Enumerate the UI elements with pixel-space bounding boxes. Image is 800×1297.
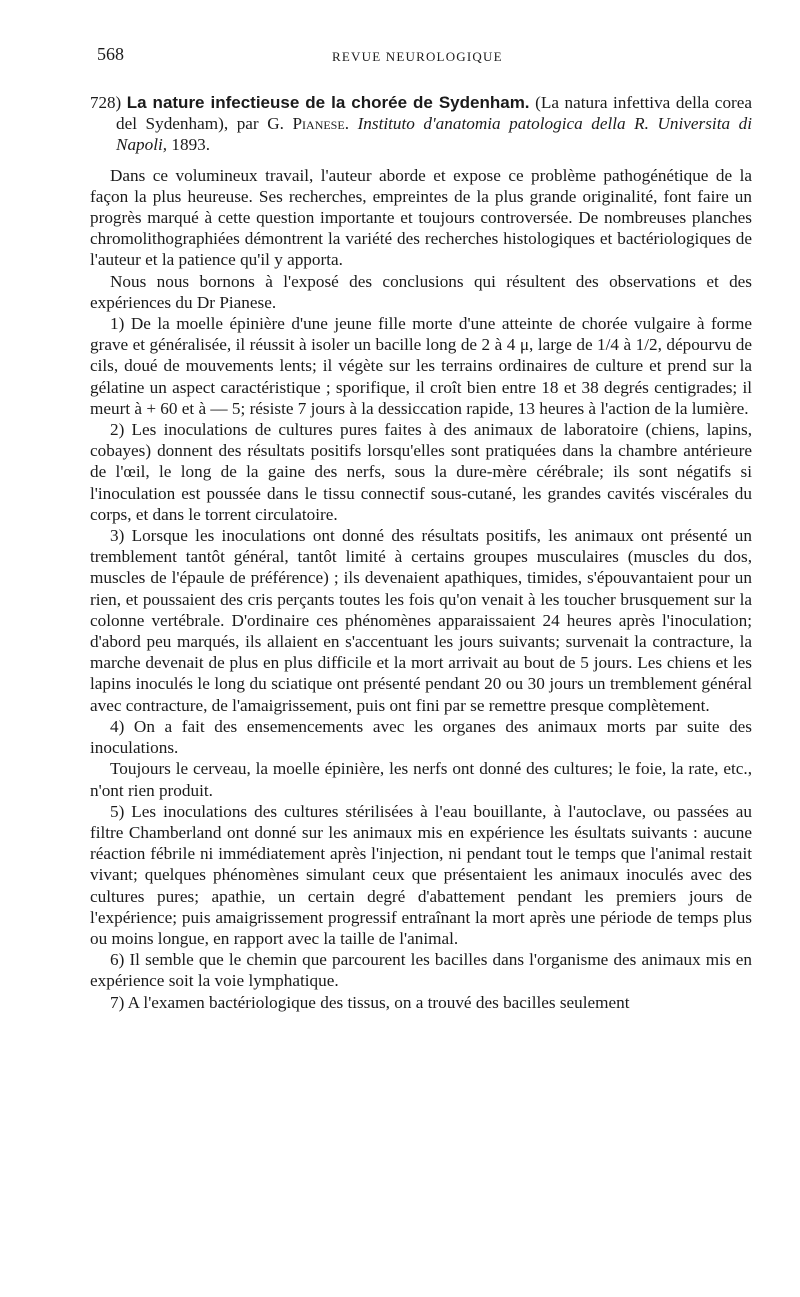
article-body (90, 92, 752, 1013)
running-head: REVUE NEUROLOGIQUE (332, 49, 503, 64)
paragraph-point-3: 3) Lorsque les inoculations ont donné des résultats positifs, les animaux ont présenté un tremblement tantôt général, tantôt limité à certains groupes musculaires (muscles du dos, muscles de l'épaule de préférence) ; ils devenaient apathiques, timides, s'épouvantaient pour un rien, et poussaient des cris perçants toutes les fois qu'on venait à les toucher brusquement sur la colonne vertébrale. D'ordinaire ces phénomènes apparaissaient 24 heures après l'inoculation; d'abord peu marqués, ils allaient en s'accentuant les jours suivants; survenait la contracture, la marche devenait de plus en plus difficile et la mort arrivait au bout de 5 jours. Les chiens et les lapins inoculés le long du sciatique ont présenté pendant 20 ou 30 jours un tremblement général avec contracture, de l'amaigrissement, puis ont fini par se remettre presque complètement. (90, 526, 752, 715)
entry-title: La nature infectieuse de la chorée de Sydenham. (126, 93, 530, 112)
entry-original-title: (La natura infettiva della corea del Sydenham), par (116, 93, 753, 134)
paragraph-point-7: 7) A l'examen bactériologique des tissus, on a trouvé des bacilles seulement (110, 992, 630, 1012)
paragraph-conclusions: Nous nous bornons à l'exposé des conclusions qui résultent des observations et des expériences du Dr Pianese. (90, 271, 752, 312)
paragraph-point-4: 4) On a fait des ensemencements avec les organes des animaux morts par suite des inoculations. (90, 716, 752, 758)
paragraph-intro: Dans ce volumineux travail, l'auteur aborde et expose ce problème pathogénétique de la façon la plus heureuse. Ses recherches, empreintes de la plus grande originalité, font faire un progrès marqué à cette question importante et toujours controversée. De nombreuses planches chromolithographiées démontrent la variété des recherches histologiques et bactériologiques de l'auteur et la patience qu'il y apporta. (90, 165, 752, 270)
paragraph-point-6: 6) Il semble que le chemin que parcourent les bacilles dans l'organisme des animaux mis en expérience soit la voie lymphatique. (90, 950, 752, 991)
entry-institution: Instituto d'anatomia patologica della R. Universita di Napoli, (116, 114, 753, 155)
page-header (97, 44, 747, 70)
entry-year: 1893. (171, 135, 211, 155)
paragraph-point-4-cont: Toujours le cerveau, la moelle épinière, les nerfs ont donné des cultures; le foie, la rate, etc., n'ont rien produit. (90, 759, 752, 800)
entry-number: 728) (90, 93, 122, 112)
bibliographic-entry (90, 92, 752, 156)
entry-author: G. Pianese. (267, 114, 349, 134)
page-number: 568 (97, 44, 124, 64)
paragraph-point-5: 5) Les inoculations des cultures stérilisées à l'eau bouillante, à l'autoclave, ou passées au filtre Chamberland ont donné sur les animaux mis en expérience les ésultats suivants : aucune réaction fébrile ni immédiatement après l'injection, ni pendant tout le temps que l'animal restait vivant; quelques phénomènes simulant ceux que présentaient les animaux inoculés avec des cultures pures; apathie, un certain degré d'abattement pendant les premiers jours de l'expérience; puis amaigrissement progressif entraînant la mort après une période de temps plus ou moins longue, en rapport avec la taille de l'animal. (90, 801, 752, 948)
paragraph-point-1: 1) De la moelle épinière d'une jeune fille morte d'une atteinte de chorée vulgaire à forme grave et généralisée, il réussit à isoler un bacille long de 2 à 4 μ, large de 1/4 à 1/2, dépourvu de cils, doué de mouvements lents; il végète sur les terrains ordinaires de culture et prend sur la gélatine un aspect caractéristique ; sporifique, il croît bien entre 18 et 38 degrés centigrades; il meurt à + 60 et à — 5; résiste 7 jours à la dessiccation rapide, 13 heures à l'action de la lumière. (90, 314, 752, 418)
paragraph-point-2: 2) Les inoculations de cultures pures faites à des animaux de laboratoire (chiens, lapins, cobayes) donnent des résultats positifs lorsqu'elles sont pratiquées dans la chambre antérieure de l'œil, le long de la gaine des nerfs, sous la dure-mère cérébrale; ils sont négatifs si l'inoculation est poussée dans le tissu connectif sous-cutané, les grandes cavités viscérales du corps, et dans le torrent circulatoire. (90, 420, 752, 524)
